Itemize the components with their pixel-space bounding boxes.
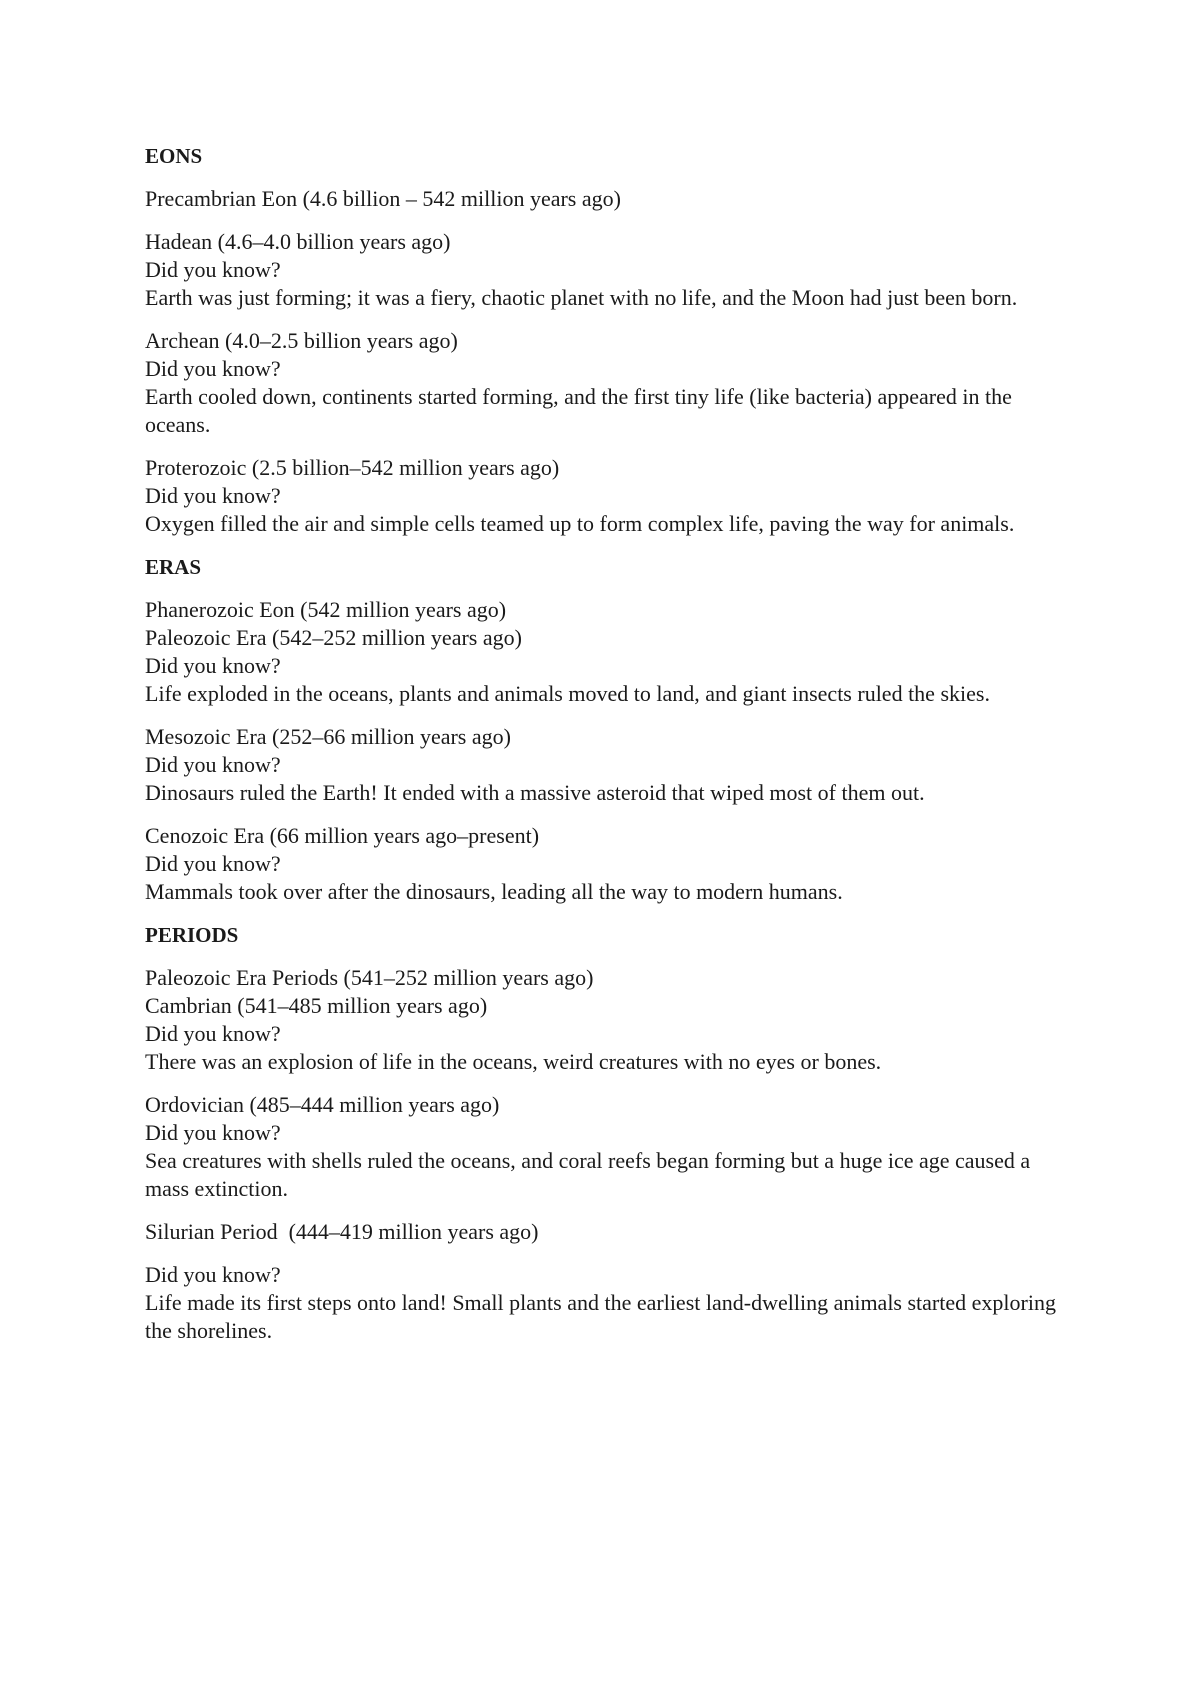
- document-page: [145, 142, 1075, 1360]
- entry-title: Cenozoic Era (66 million years ago–present): [145, 823, 540, 848]
- fact-text: Earth cooled down, continents started forming, and the first tiny life (like bacteria) appeared in the oceans.: [145, 384, 1012, 437]
- fact-text: There was an explosion of life in the oceans, weird creatures with no eyes or bones.: [145, 1049, 882, 1074]
- entry-precambrian: [145, 185, 1075, 213]
- entry-title: Silurian Period (444–419 million years ago): [145, 1219, 539, 1244]
- did-you-know-label: Did you know?: [145, 851, 281, 876]
- section-heading-eons: EONS: [145, 144, 203, 168]
- section-heading-eras: ERAS: [145, 555, 202, 579]
- fact-text: Dinosaurs ruled the Earth! It ended with a massive asteroid that wiped most of them out.: [145, 780, 925, 805]
- entry-title: Paleozoic Era Periods (541–252 million years ago): [145, 965, 594, 990]
- entry-ordovician: [145, 1091, 1075, 1203]
- did-you-know-label: Did you know?: [145, 653, 281, 678]
- entry-title: Proterozoic (2.5 billion–542 million years ago): [145, 455, 560, 480]
- entry-subtitle: Cambrian (541–485 million years ago): [145, 993, 488, 1018]
- entry-proterozoic: [145, 454, 1075, 538]
- did-you-know-label: Did you know?: [145, 752, 281, 777]
- entry-cenozoic-era: [145, 822, 1075, 906]
- entry-archean: [145, 327, 1075, 439]
- entry-title: Mesozoic Era (252–66 million years ago): [145, 724, 511, 749]
- fact-text: Mammals took over after the dinosaurs, leading all the way to modern humans.: [145, 879, 843, 904]
- fact-text: Sea creatures with shells ruled the oceans, and coral reefs began forming but a huge ice age caused a mass extinction.: [145, 1148, 1031, 1201]
- did-you-know-label: Did you know?: [145, 1120, 281, 1145]
- entry-cambrian: [145, 964, 1075, 1076]
- did-you-know-label: Did you know?: [145, 1262, 281, 1287]
- did-you-know-label: Did you know?: [145, 356, 281, 381]
- entry-hadean: [145, 228, 1075, 312]
- entry-title: Precambrian Eon (4.6 billion – 542 million years ago): [145, 186, 621, 211]
- fact-text: Life exploded in the oceans, plants and animals moved to land, and giant insects ruled the skies.: [145, 681, 990, 706]
- fact-text: Life made its first steps onto land! Small plants and the earliest land-dwelling animals started exploring the shorelines.: [145, 1290, 1056, 1343]
- entry-mesozoic-era: [145, 723, 1075, 807]
- entry-silurian: [145, 1218, 1075, 1246]
- fact-text: Oxygen filled the air and simple cells teamed up to form complex life, paving the way for animals.: [145, 511, 1015, 536]
- did-you-know-label: Did you know?: [145, 257, 281, 282]
- did-you-know-label: Did you know?: [145, 483, 281, 508]
- entry-paleozoic-era: [145, 596, 1075, 708]
- entry-subtitle: Paleozoic Era (542–252 million years ago): [145, 625, 522, 650]
- entry-title: Ordovician (485–444 million years ago): [145, 1092, 500, 1117]
- entry-title: Hadean (4.6–4.0 billion years ago): [145, 229, 451, 254]
- entry-silurian-fact: [145, 1261, 1075, 1345]
- did-you-know-label: Did you know?: [145, 1021, 281, 1046]
- entry-title: Archean (4.0–2.5 billion years ago): [145, 328, 458, 353]
- fact-text: Earth was just forming; it was a fiery, chaotic planet with no life, and the Moon had just been born.: [145, 285, 1018, 310]
- section-heading-periods: PERIODS: [145, 923, 239, 947]
- entry-title: Phanerozoic Eon (542 million years ago): [145, 597, 507, 622]
